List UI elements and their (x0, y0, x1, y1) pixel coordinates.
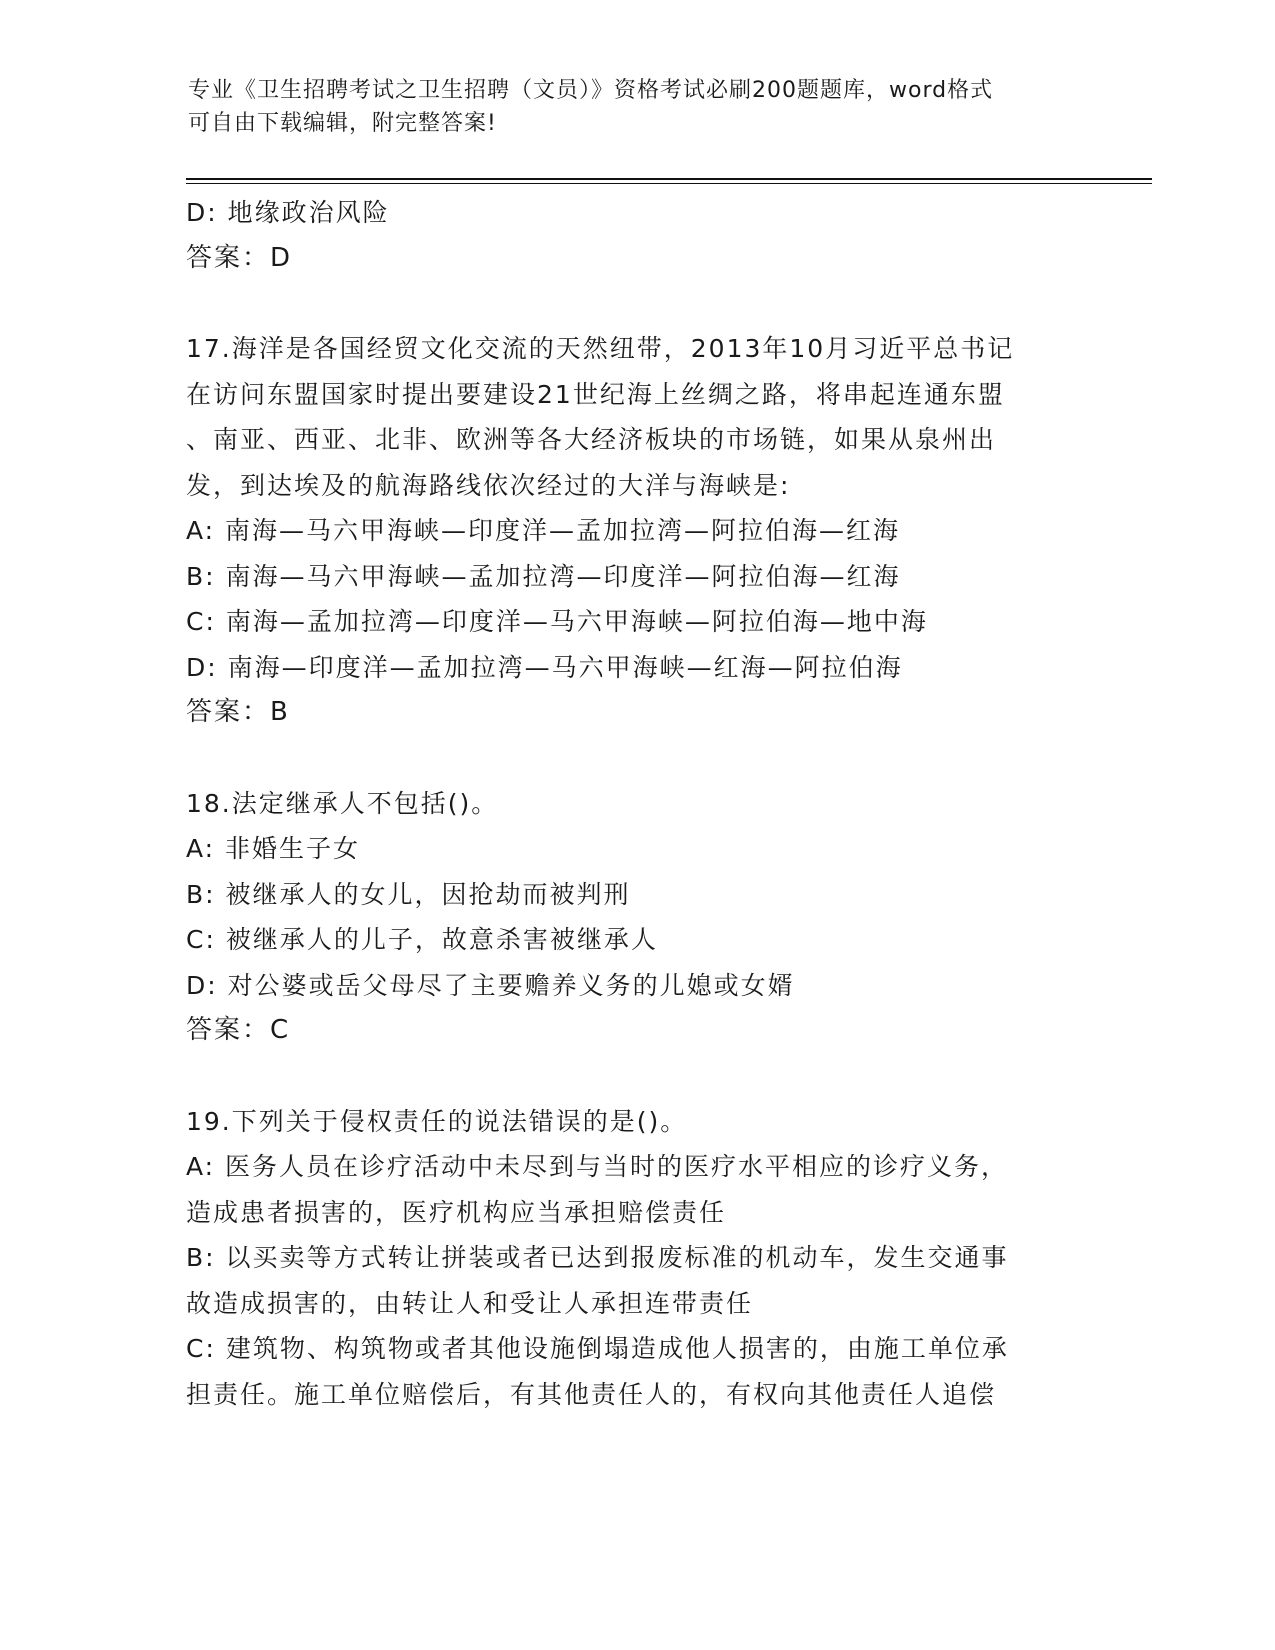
answer: 答案：B (186, 697, 290, 727)
spacer (186, 281, 1086, 326)
option-c-line-1: C: 建筑物、构筑物或者其他设施倒塌造成他人损害的，由施工单位承 (186, 1334, 1009, 1363)
option-c-line-2: 担责任。施工单位赔偿后，有其他责任人的，有权向其他责任人追偿 (186, 1379, 997, 1409)
option-a-line-2: 造成患者损害的，医疗机构应当承担赔偿责任 (186, 1197, 727, 1227)
question-stem: 18.法定继承人不包括()。 (186, 788, 499, 818)
option-c: C: 被继承人的儿子，故意杀害被继承人 (186, 925, 658, 954)
document-header (188, 74, 1068, 140)
question-stem-line: 发，到达埃及的航海路线依次经过的大洋与海峡是: (186, 470, 791, 500)
spacer (186, 1054, 1086, 1099)
option-d: D: 地缘政治风险 (186, 198, 390, 227)
option-a-line-1: A: 医务人员在诊疗活动中未尽到与当时的医疗水平相应的诊疗义务， (186, 1152, 1009, 1181)
header-line-1: 专业《卫生招聘考试之卫生招聘（文员）》资格考试必刷200题题库，word格式 (188, 78, 994, 103)
question-18 (186, 781, 1086, 1054)
answer: 答案：C (186, 1015, 291, 1045)
option-b-line-1: B: 以买卖等方式转让拼装或者已达到报废标准的机动车，发生交通事 (186, 1243, 1009, 1272)
question-stem: 19.下列关于侵权责任的说法错误的是()。 (186, 1106, 688, 1136)
spacer (186, 736, 1086, 781)
header-rule-thin (186, 183, 1152, 184)
header-line-2: 可自由下载编辑，附完整答案! (188, 111, 497, 136)
option-d: D: 对公婆或岳父母尽了主要赡养义务的儿媳或女婿 (186, 970, 795, 1000)
answer: 答案：D (186, 242, 293, 273)
document-body (186, 190, 1086, 1417)
question-stem-line: 在访问东盟国家时提出要建设21世纪海上丝绸之路，将串起连通东盟 (186, 379, 1005, 409)
question-17 (186, 326, 1086, 736)
header-rule-thick (186, 178, 1152, 180)
option-b: B: 被继承人的女儿，因抢劫而被判刑 (186, 879, 631, 909)
option-b: B: 南海—马六甲海峡—孟加拉湾—印度洋—阿拉伯海—红海 (186, 561, 901, 591)
option-d: D: 南海—印度洋—孟加拉湾—马六甲海峡—红海—阿拉伯海 (186, 652, 903, 682)
option-c: C: 南海—孟加拉湾—印度洋—马六甲海峡—阿拉伯海—地中海 (186, 607, 928, 636)
question-19 (186, 1099, 1086, 1418)
prev-question (186, 190, 1086, 281)
option-a: A: 非婚生子女 (186, 834, 361, 863)
option-b-line-2: 故造成损害的，由转让人和受让人承担连带责任 (186, 1288, 754, 1318)
option-a: A: 南海—马六甲海峡—印度洋—孟加拉湾—阿拉伯海—红海 (186, 516, 901, 545)
question-stem-line: 、南亚、西亚、北非、欧洲等各大经济板块的市场链，如果从泉州出 (186, 425, 997, 454)
question-stem-line: 17.海洋是各国经贸文化交流的天然纽带，2013年10月习近平总书记 (186, 334, 1015, 363)
